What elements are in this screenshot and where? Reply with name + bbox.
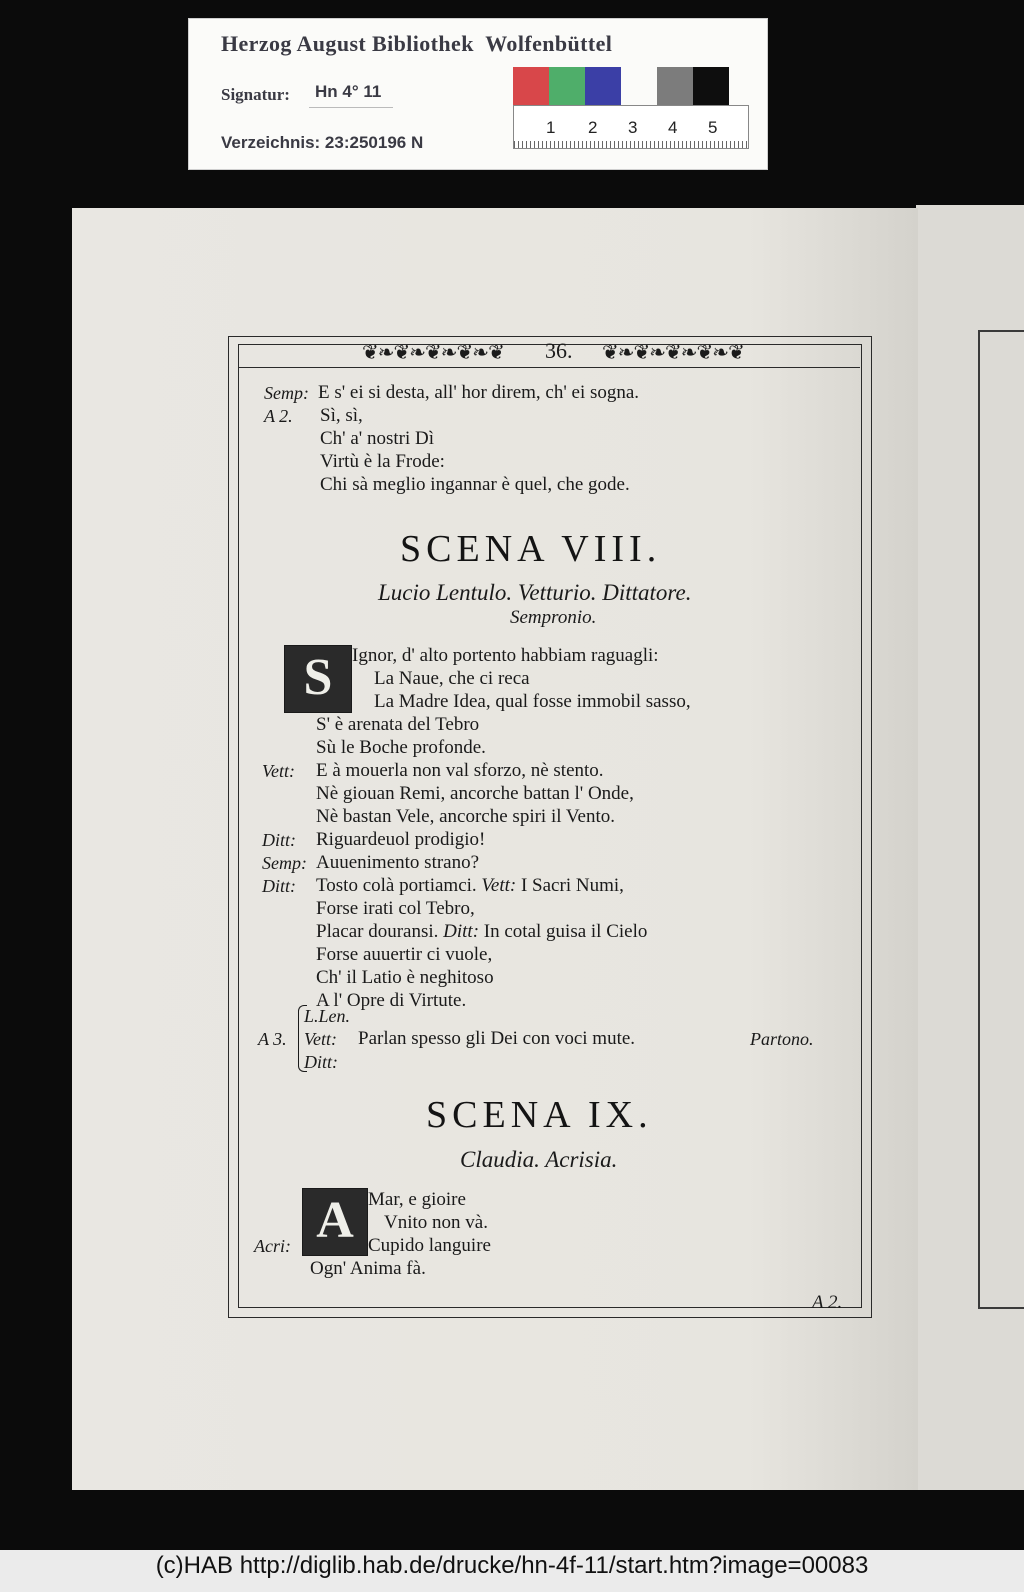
- page-number: 36.: [545, 338, 573, 363]
- library-name: Herzog August Bibliothek Wolfenbüttel: [221, 31, 613, 56]
- verse-line: Ogn' Anima fà.: [310, 1258, 426, 1279]
- library-label-card: [188, 18, 768, 170]
- verzeichnis-text: Verzeichnis: 23:250196 N: [221, 133, 424, 152]
- swatch-red: [513, 67, 549, 105]
- speaker: Acri:: [254, 1236, 291, 1256]
- swatch-green: [549, 67, 585, 105]
- scene-persons: Sempronio.: [510, 607, 597, 628]
- speaker: Semp:: [264, 383, 309, 403]
- decorated-initial: A: [302, 1188, 368, 1256]
- speaker: Ditt:: [304, 1052, 338, 1072]
- verse-line: Riguardeuol prodigio!: [316, 829, 486, 850]
- verse-line: E à mouerla non val sforzo, nè stento.: [316, 760, 604, 781]
- swatch-gray: [657, 67, 693, 105]
- scene-title: SCENA IX.: [426, 1094, 653, 1136]
- verse-line: Chi sà meglio ingannar è quel, che gode.: [320, 474, 630, 495]
- speaker: Vett:: [262, 761, 295, 781]
- swatch-white: [621, 67, 657, 105]
- swatch-blue: [585, 67, 621, 105]
- verse-fragment: I Sacri Numi,: [520, 875, 624, 896]
- verse-line: Parlan spesso gli Dei con voci mute.: [358, 1028, 636, 1049]
- scene-persons: Lucio Lentulo. Vetturio. Dittatore.: [378, 580, 692, 605]
- verse-line: E s' ei si desta, all' hor direm, ch' ei sogna.: [318, 382, 640, 403]
- verse-line: A l' Opre di Virtute.: [316, 990, 467, 1011]
- ornament-icon: ❦❧❦❧❦❧❦❧❦: [362, 340, 504, 364]
- verse-line: S' è arenata del Tebro: [316, 714, 480, 735]
- signatur-underline: [309, 107, 393, 108]
- swatch-black: [693, 67, 729, 105]
- stage-direction: Partono.: [750, 1029, 814, 1049]
- verse-line: Nè giouan Remi, ancorche battan l' Onde,: [316, 783, 634, 804]
- speaker: Ditt:: [262, 876, 296, 896]
- speaker: A 3.: [258, 1029, 287, 1049]
- verse-line: Forse auuertir ci vuole,: [316, 944, 493, 965]
- verse-line: La Naue, che ci reca: [374, 668, 530, 689]
- verse-line: La Madre Idea, qual fosse immobil sasso,: [374, 691, 691, 712]
- ruler-number: 3: [628, 118, 638, 137]
- speaker: Vett:: [304, 1029, 337, 1049]
- verse-line: Mar, e gioire: [368, 1189, 466, 1210]
- verse-line: [316, 875, 624, 897]
- footer-url: (c)HAB http://diglib.hab.de/drucke/hn-4f-11/start.htm?image=00083: [155, 1552, 869, 1579]
- verse-line: Auuenimento strano?: [316, 852, 480, 873]
- ruler-number: 5: [708, 118, 718, 137]
- verse-line: Cupido languire: [368, 1235, 491, 1256]
- ruler-number: 1: [546, 118, 556, 137]
- verse-line: Ch' il Latio è neghitoso: [316, 967, 494, 988]
- verse-fragment: Tosto colà portiamci.: [316, 875, 477, 896]
- verse-line: Sì, sì,: [320, 405, 363, 426]
- signatur-label: Signatur:: [221, 85, 290, 104]
- facing-page-frame: [978, 330, 1024, 1309]
- verse-line: Sù le Boche profonde.: [316, 737, 486, 758]
- verse-line: Ch' a' nostri Dì: [320, 428, 434, 449]
- header-rule: [238, 367, 860, 368]
- color-calibration-swatches: [513, 67, 729, 105]
- scene-persons: Claudia. Acrisia.: [460, 1147, 618, 1172]
- catchword: A 2.: [812, 1292, 843, 1313]
- ruler-number: 4: [668, 118, 678, 137]
- scene-title: SCENA VIII.: [400, 528, 662, 570]
- verse-line: Ignor, d' alto portento habbiam raguagli:: [352, 645, 659, 666]
- verse-line: Forse irati col Tebro,: [316, 898, 475, 919]
- verse-line: Nè bastan Vele, ancorche spiri il Vento.: [316, 806, 615, 827]
- speaker: Semp:: [262, 853, 307, 873]
- speaker: Ditt:: [262, 830, 296, 850]
- verse-line: [316, 921, 647, 943]
- signatur-value: Hn 4° 11: [315, 82, 382, 101]
- verse-line: Virtù è la Frode:: [320, 451, 445, 472]
- speaker: L.Len.: [304, 1006, 351, 1026]
- ruler-number: 2: [588, 118, 598, 137]
- speaker: Ditt:: [443, 921, 480, 942]
- speaker: Vett:: [481, 875, 517, 896]
- scale-ruler: [513, 105, 749, 149]
- verse-line: Vnito non và.: [384, 1212, 488, 1233]
- decorated-initial: S: [284, 645, 352, 713]
- speaker: A 2.: [264, 406, 293, 426]
- verse-fragment: Placar douransi.: [316, 921, 439, 942]
- verse-fragment: In cotal guisa il Cielo: [483, 921, 648, 942]
- ornament-icon: ❦❧❦❧❦❧❦❧❦: [602, 340, 744, 364]
